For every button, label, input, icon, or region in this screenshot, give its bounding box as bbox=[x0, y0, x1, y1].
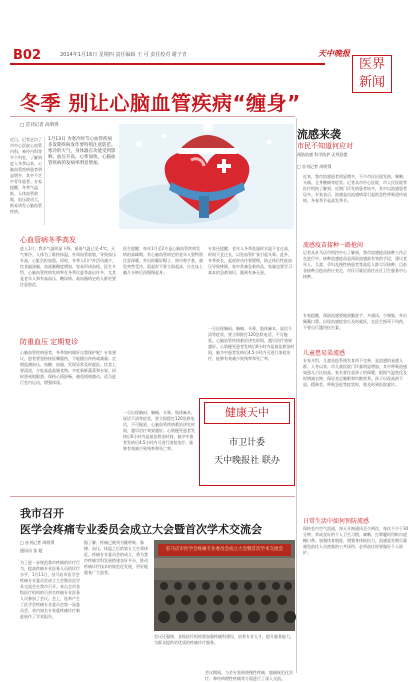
ad-line-2: 天中晚报社 联办 bbox=[214, 456, 280, 466]
masthead bbox=[312, 48, 402, 94]
flu-section-head-2: 儿童患易染流感 bbox=[303, 350, 346, 357]
flu-section-head-3: 日常生活中如何预防流感 bbox=[303, 518, 370, 525]
bottom-text-col3: 会议还强调，各级医疗机构要加强疼痛科建设，培养专业人才，提升服务能力，为群众提供更优质的疼痛诊疗服务。 bbox=[154, 634, 294, 645]
section-line-2: 新闻 bbox=[358, 75, 385, 90]
column-4-text: 专家还提醒，老年人冬季洗澡时水温不宜过高，时间不宜过长，以免血管扩张引起头晕。此外，冬季夜长，起夜时动作要缓慢，防止体位性低血压导致摔倒。家中常备急救药品，家属也要学习基本的急救知识，做到有备无患。 bbox=[208, 246, 292, 275]
bottom-headline-2: 医学会疼痛专业委员会成立大会暨首次学术交流会 bbox=[20, 523, 262, 536]
conference-photo bbox=[154, 540, 295, 631]
health-tianzhong-ad bbox=[199, 398, 295, 486]
flu-section-text-1b: 专家提醒，预防流感要做到勤洗手、多通风、少聚集，外出佩戴口罩。出现流感症状应及时就医，在医生指导下用药，不要自行滥用抗生素。 bbox=[303, 313, 407, 330]
masthead-logo: 天中晚报 bbox=[318, 48, 350, 58]
bottom-text-col1: 为了进一步规范我市疼痛的诊疗行为，提高疼痛专业医务人员的诊疗水平，1月11日，驻马店市医学会疼痛专业委员会成立大会暨首次学术交流会在我市召开。来自全市各级医疗机构的百余名疼痛专业医务人员参加了会议。会上，选举产生了医学会疼痛专业委员会第一届委员会，省内知名专家就疼痛诊疗新进展作了学术报告。 bbox=[20, 560, 80, 619]
section-line-1: 医界 bbox=[358, 57, 385, 72]
bottom-headline-1: 我市召开 bbox=[20, 507, 64, 520]
bottom-section-rule bbox=[10, 496, 295, 497]
flu-subheadline: 市民不知道何应对 bbox=[297, 142, 353, 150]
section-head-2: 防重血压 定期复诊 bbox=[20, 338, 79, 346]
page-number: B02 bbox=[13, 48, 41, 63]
flu-kicker: 预防流感 科学防护 无须恐慌 bbox=[297, 152, 348, 157]
lead-headline: 冬季 别让心脑血管疾病“缠身” bbox=[20, 91, 301, 115]
bottom-text-col4: 会议期间，与会专家围绕慢性疼痛、癌痛规范化治疗、神经病理性疼痛等方面进行了深入交流。 bbox=[205, 670, 293, 681]
audience-photo-svg bbox=[154, 540, 295, 631]
conference-banner: 驻马店市医学会疼痛专业委员会成立大会暨首次学术交流会 bbox=[158, 544, 291, 556]
ad-title: 健康天中 bbox=[204, 402, 290, 424]
lead-byline: □ 首刊记者 尚明得 bbox=[20, 123, 59, 128]
flu-section-text-3: 保持室内空气流通，每天开窗通风至少两次，每次不少于30分钟。养成良好的个人卫生习惯，咳嗽、打喷嚏时用纸巾遮掩口鼻。加强体育锻炼，增强身体抵抗力。流感高发期尽量避免前往人员密集的公共场所，必须前往时要做好个人防护。 bbox=[303, 526, 409, 555]
heart-illustration-svg bbox=[119, 124, 294, 229]
header-rule bbox=[10, 63, 325, 65]
flu-headline: 流感来袭 bbox=[297, 128, 341, 141]
hero-illustration bbox=[119, 124, 294, 229]
header-meta: 2014年1月16日 星期四 责任编辑 王 可 责任校对 谢子青 bbox=[60, 52, 187, 58]
column-divider bbox=[296, 118, 297, 673]
section-text-2: 心脑血管疾病患者，冬季如何做好自我保护呢？专家建议，患者要坚持按医嘱服药，不能擅自停药或减量；定期监测血压、血糖、血脂，发现异常及时就医。饮食上要清淡，少吃高盐高脂食物，多吃新鲜蔬菜和水果。同时要戒烟限酒，保持心情舒畅，避免情绪激动。适当进行室内运动，增强体质。 bbox=[20, 350, 116, 385]
section-box bbox=[352, 55, 392, 93]
lead-poem: 1月13日 为寒冷时节心血管疾病多发期疾病发作要特别注意防范。寒冷的天气，身体器官功能受到影响，血压升高、心率加快，心脑血管疾病的发病率明显增加。 bbox=[44, 137, 116, 225]
bottom-text-col2: 据了解，疼痛已被列为继呼吸、脉搏、血压、体温之后的第五大生命体征。疼痛专业委员会的成立，将为我市疼痛学科发展搭建良好平台，推动疼痛诊疗技术的规范化发展，更好地服务广大患者。 bbox=[84, 540, 148, 575]
column-4b-text: 一旦出现胸闷、胸痛、头晕、肢体麻木、说话不清等症状，要立即拨打120急救电话，不可拖延。心脑血管疾病救治讲究时间，越早治疗效果越好。心肌梗死患者发病后6小时内是最佳救治时间，脑卒中患者发病后4.5小时内可进行溶栓治疗，能够有效减少致残率和死亡率。 bbox=[208, 326, 295, 361]
flu-intro-text: 近来，我市流感患者明显增多，不少市民出现发热、咳嗽、头痛、全身酸痛等症状。记者从市中心医院、市人民医院等医疗机构了解到，近期门诊发热患者较多，其中以流感患者居多。专家表示，流感是由流感病毒引起的急性呼吸道传染病，冬春季节是高发季节。 bbox=[303, 174, 407, 203]
lead-intro-text: 近日，记者走访了市中心医院心血管内科、神经内科等多个科室，了解到进入冬季以来，心脑血管疾病患者明显增多，其中不乏中青年患者。专家提醒，冬季气温低，人体血管收缩，血压波动大，极易诱发心脑血管疾病。 bbox=[10, 137, 42, 214]
middle-column-text: 医生提醒，每年1月至2月是心脑血管疾病发病的高峰期。有心脑血管病史的老年人要特别注意保暖，外出时戴好帽子、围巾和手套，避免突然受冷。晨起时不要立即起床，应在床上躺几分钟后再慢慢起身。 bbox=[123, 246, 203, 275]
flu-section-text-1: 记者从驻马店市疾控中心了解到，我市流感疫苗接种工作正在进行中。接种流感疫苗是预防流感最有效的手段，建议老年人、儿童、孕妇及慢性病患者等高危人群尽早接种。目前各接种点疫苗供应充足，市民可就近前往社区卫生服务中心接种。 bbox=[303, 250, 407, 279]
flu-section-head-1: 流感疫苗接种一路抢间 bbox=[303, 242, 364, 249]
flu-section-text-2: 专家介绍，儿童免疫系统发育尚不完善，是流感的易感人群。入冬以来，市儿童医院门诊量明显增加，其中呼吸道感染患儿占比较高。家长要注意孩子的保暖，根据气温变化及时增减衣物，保证充足睡眠和均衡营养。孩子出现高热不退、精神差、呼吸急促等症状时，要及时到医院就诊。 bbox=[303, 358, 407, 387]
column-3-text: 一旦出现胸闷、胸痛、头晕、肢体麻木、说话不清等症状，要立即拨打120急救电话，不可拖延。心脑血管疾病救治讲究时间，越早治疗效果越好。心肌梗死患者发病后6小时内是最佳救治时间，脑卒中患者发病后4.5小时内可进行溶栓治疗，能够有效减少致残率和死亡率。 bbox=[123, 410, 195, 451]
bottom-byline-1: □ 首刊记者 尚明得 bbox=[20, 540, 55, 545]
section-head-1: 心血管病冬季高发 bbox=[20, 236, 76, 244]
flu-byline: □ 首刊记者 尚明得 bbox=[297, 164, 332, 169]
bottom-byline-2: 通讯员 张 超 bbox=[20, 548, 43, 553]
headline-rule bbox=[10, 116, 295, 117]
section-text-1: 进入1月，我市气温明显下降，最低气温已至-4℃。天气寒冷，人体为了维持体温，外周血管收缩，导致血压升高，心脏负担加重。同时，冬季人们户外活动减少，饮食偏油腻，血液黏稠度增加，容易形成血栓。医生介绍，心脑血管疾病发病率在冬季比夏季高出许多，尤其是老年人和有高血压、糖尿病、高血脂病史的人群更要注意防范。 bbox=[20, 246, 116, 287]
ad-line-1: 市卫计委 bbox=[228, 438, 265, 448]
